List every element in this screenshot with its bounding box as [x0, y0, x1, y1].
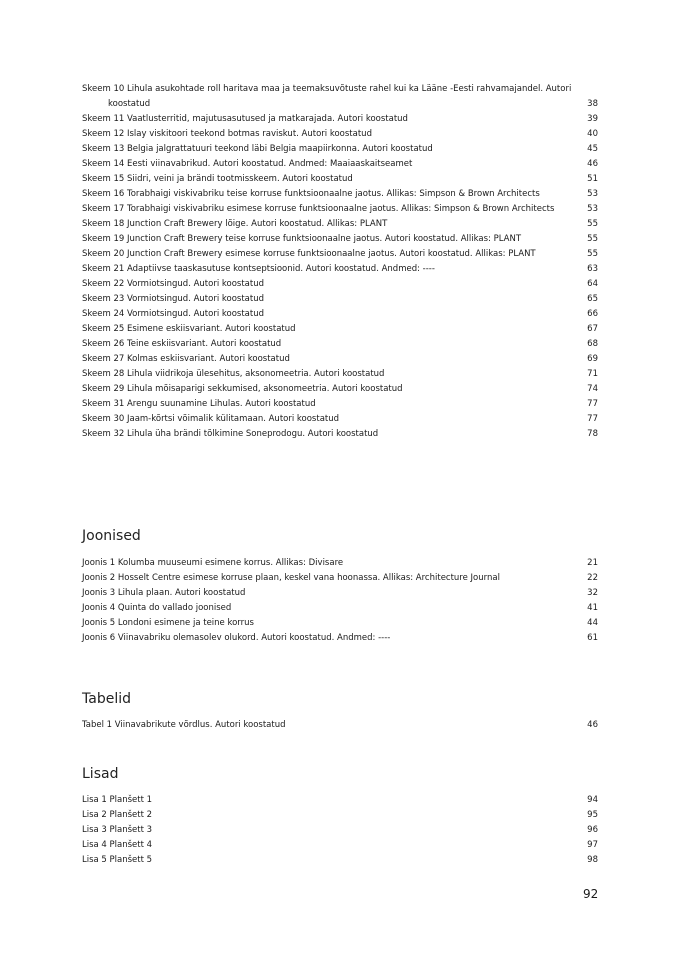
toc-entry: Skeem 14 Eesti viinavabrikud. Autori koostatud. Andmed: Maaiaaskaitseamet 46 [82, 159, 598, 169]
toc-entry: Joonis 4 Quinta do vallado joonised 41 [82, 603, 598, 613]
page-number: 92 [583, 887, 599, 901]
toc-entry: Skeem 15 Siidri, veini ja brändi tootmisskeem. Autori koostatud 51 [82, 174, 598, 184]
toc-entry: Lisa 3 Planšett 3 96 [82, 825, 598, 835]
toc-entry: Skeem 31 Arengu suunamine Lihulas. Autori koostatud 77 [82, 399, 598, 409]
figures-list [82, 556, 598, 646]
toc-entry: Skeem 23 Vormiotsingud. Autori koostatud 65 [82, 294, 598, 304]
toc-entry: Lisa 5 Planšett 5 98 [82, 855, 598, 865]
toc-entry: Skeem 12 Islay viskitoori teekond botmas raviskut. Autori koostatud 40 [82, 129, 598, 139]
toc-entry: Skeem 19 Junction Craft Brewery teise korruse funktsioonaalne jaotus. Autori koostatud. Allikas: PLANT 55 [82, 234, 598, 244]
toc-entry: Skeem 10 Lihula asukohtade roll haritava maa ja teemaksuvõtuste rahel kui ka Lääne -Eesti rahvamajandel. Autori koostatud 38 [82, 84, 598, 109]
toc-entry: Lisa 1 Planšett 1 94 [82, 795, 598, 805]
toc-entry: Skeem 25 Esimene eskiisvariant. Autori koostatud 67 [82, 324, 598, 334]
figures-heading: Joonised [82, 528, 141, 544]
toc-entry: Tabel 1 Viinavabrikute võrdlus. Autori koostatud 46 [82, 720, 598, 730]
tables-list [82, 718, 598, 733]
toc-entry: Skeem 29 Lihula mõisaparigi sekkumised, aksonomeetria. Autori koostatud 74 [82, 384, 598, 394]
toc-entry: Skeem 11 Vaatlusterritid, majutusasutused ja matkarajada. Autori koostatud 39 [82, 114, 598, 124]
toc-entry: Lisa 4 Planšett 4 97 [82, 840, 598, 850]
toc-entry: Skeem 17 Torabhaigi viskivabriku esimese korruse funktsioonaalne jaotus. Allikas: Simpson & Brown Architects 53 [82, 204, 598, 214]
toc-entry: Joonis 2 Hosselt Centre esimese korruse plaan, keskel vana hoonassa. Allikas: Architecture Journal 22 [82, 573, 598, 583]
toc-entry: Joonis 6 Viinavabriku olemasolev olukord. Autori koostatud. Andmed: ---- 61 [82, 633, 598, 643]
toc-entry: Skeem 22 Vormiotsingud. Autori koostatud 64 [82, 279, 598, 289]
toc-entry: Skeem 24 Vormiotsingud. Autori koostatud 66 [82, 309, 598, 319]
toc-entry: Skeem 18 Junction Craft Brewery lõige. Autori koostatud. Allikas: PLANT 55 [82, 219, 598, 229]
toc-entry: Joonis 5 Londoni esimene ja teine korrus 44 [82, 618, 598, 628]
toc-entry: Skeem 21 Adaptiivse taaskasutuse kontseptsioonid. Autori koostatud. Andmed: ---- 63 [82, 264, 598, 274]
toc-entry: Skeem 32 Lihula üha brändi tõlkimine Soneprodogu. Autori koostatud 78 [82, 429, 598, 439]
toc-entry: Skeem 26 Teine eskiisvariant. Autori koostatud 68 [82, 339, 598, 349]
toc-entry: Skeem 28 Lihula viidrikoja ülesehitus, aksonomeetria. Autori koostatud 71 [82, 369, 598, 379]
appendix-heading: Lisad [82, 766, 119, 782]
schemes-list [82, 82, 598, 442]
tables-heading: Tabelid [82, 691, 131, 707]
toc-entry: Skeem 16 Torabhaigi viskivabriku teise korruse funktsioonaalne jaotus. Allikas: Simpson & Brown Architects 53 [82, 189, 598, 199]
toc-entry: Joonis 3 Lihula plaan. Autori koostatud 32 [82, 588, 598, 598]
toc-entry: Skeem 30 Jaam-kõrtsi võimalik külitamaan. Autori koostatud 77 [82, 414, 598, 424]
toc-entry: Skeem 20 Junction Craft Brewery esimese korruse funktsioonaalne jaotus. Autori koostatud. Allikas: PLANT 55 [82, 249, 598, 259]
appendix-list [82, 793, 598, 868]
toc-entry: Skeem 27 Kolmas eskiisvariant. Autori koostatud 69 [82, 354, 598, 364]
toc-entry: Skeem 13 Belgia jalgrattatuuri teekond läbi Belgia maapiirkonna. Autori koostatud 45 [82, 144, 598, 154]
toc-entry: Joonis 1 Kolumba muuseumi esimene korrus. Allikas: Divisare 21 [82, 558, 598, 568]
toc-entry: Lisa 2 Planšett 2 95 [82, 810, 598, 820]
